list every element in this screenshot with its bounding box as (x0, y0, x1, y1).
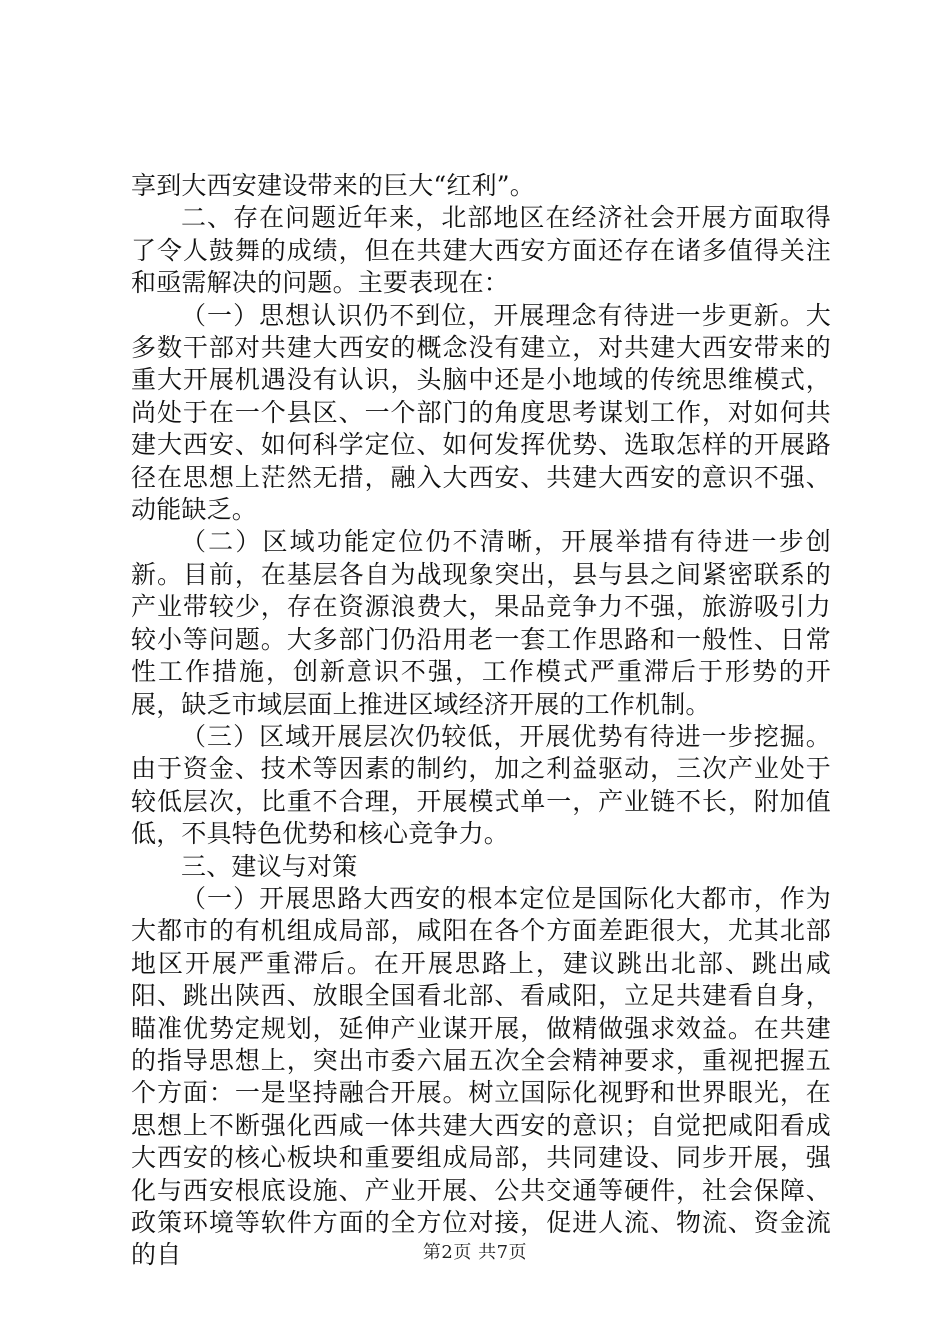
paragraph-continuation: 享到大西安建设带来的巨大“红利”。 (131, 171, 535, 200)
suggestion-one-paragraph: （一）开展思路大西安的根本定位是国际化大都市，作为大都市的有机组成局部，咸阳在各个方面差距很大，尤其北部地区开展严重滞后。在开展思路上，建议跳出北部、跳出咸阳、跳出陕西、放眼全国看北部、看咸阳，立足共建看自身，瞄准优势定规划，延伸产业谋开展，做精做强求效益。在共建的指导思想上，突出市委六届五次全会精神要求，重视把握五个方面：一是坚持融合开展。树立国际化视野和世界眼光，在思想上不断强化西咸一体共建大西安的意识；自觉把咸阳看成大西安的核心板块和重要组成局部，共同建设、同步开展，强化与西安根底设施、产业开展、公共交通等硬件，社会保障、政策环境等软件方面的全方位对接，促进人流、物流、资金流的自 (131, 883, 831, 1270)
issue-two-paragraph: （二）区域功能定位仍不清晰，开展举措有待进一步创新。目前，在基层各自为战现象突出，县与县之间紧密联系的产业带较少，存在资源浪费大，果品竞争力不强，旅游吸引力较小等问题。大多部门仍沿用老一套工作思路和一般性、日常性工作措施，创新意识不强，工作模式严重滞后于形势的开展，缺乏市域层面上推进区域经济开展的工作机制。 (131, 527, 831, 719)
document-body (131, 170, 831, 1272)
section-three-heading: 三、建议与对策 (181, 851, 358, 881)
issue-three-paragraph: （三）区域开展层次仍较低，开展优势有待进一步挖掘。由于资金、技术等因素的制约，加之利益驱动，三次产业处于较低层次，比重不合理，开展模式单一，产业链不长，附加值低，不具特色优势和核心竞争力。 (131, 721, 831, 849)
issue-one-paragraph: （一）思想认识仍不到位，开展理念有待进一步更新。大多数干部对共建大西安的概念没有建立，对共建大西安带来的重大开展机遇没有认识，头脑中还是小地域的传统思维模式，尚处于在一个县区、一个部门的角度思考谋划工作，对如何共建大西安、如何科学定位、如何发挥优势、选取怎样的开展路径在思想上茫然无措，融入大西安、共建大西安的意识不强、动能缺乏。 (131, 300, 831, 525)
section-two-heading-paragraph: 二、存在问题近年来，北部地区在经济社会开展方面取得了令人鼓舞的成绩，但在共建大西安方面还存在诸多值得关注和亟需解决的问题。主要表现在： (131, 203, 831, 298)
page-footer: 第2页 共7页 (422, 1242, 528, 1263)
